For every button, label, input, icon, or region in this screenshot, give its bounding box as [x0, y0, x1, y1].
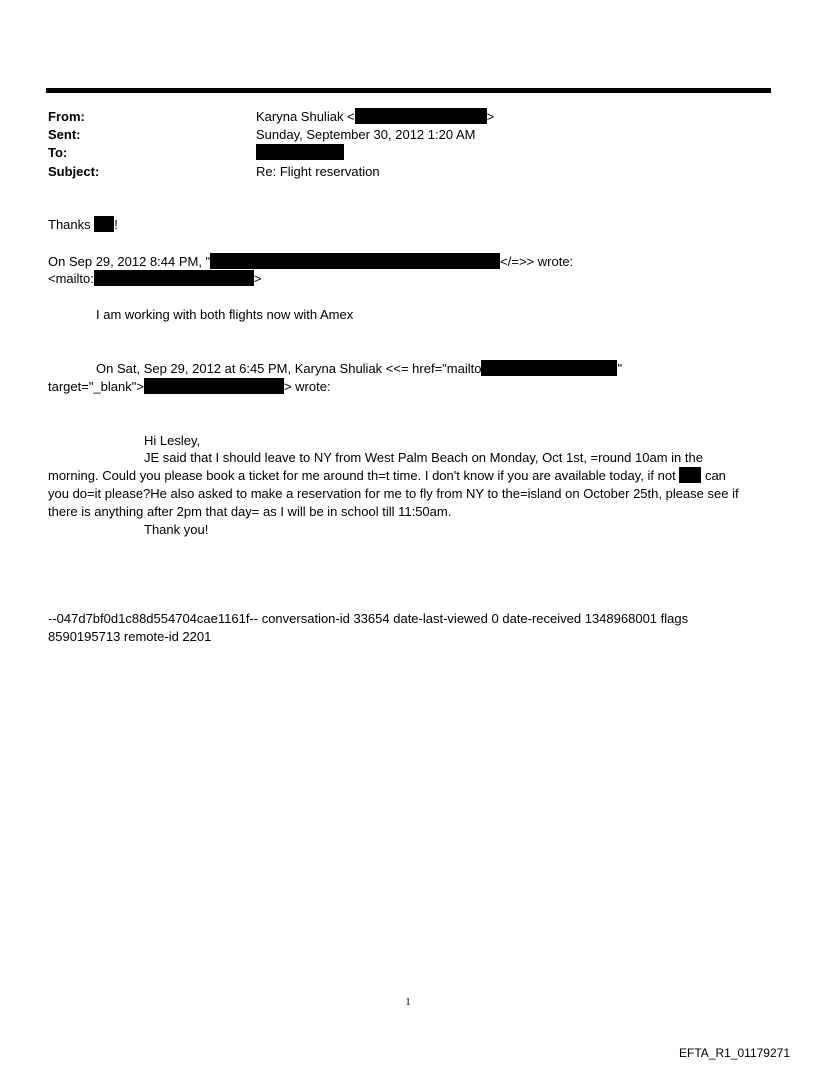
sent-label: Sent:: [48, 127, 81, 142]
from-bracket: >: [486, 109, 495, 124]
reply1-line: [48, 253, 573, 271]
reply2-line: [96, 360, 622, 378]
subject-value: Re: Flight reservation: [256, 164, 380, 179]
footer-meta-line-2: 8590195713 remote-id 2201: [48, 629, 212, 644]
redaction-box: [94, 216, 114, 232]
subject-label: Subject:: [48, 164, 100, 179]
thanks-exclaim: !: [114, 217, 118, 232]
redaction-box: [679, 467, 701, 483]
message-line-2-end: can: [704, 468, 726, 483]
redaction-box: [481, 360, 617, 376]
reply2-wrote: > wrote:: [283, 379, 331, 394]
working-line: I am working with both flights now with Amex: [96, 307, 354, 322]
reply2-quote: ": [617, 361, 623, 376]
redaction-box: [210, 253, 500, 269]
reply1-wrote: </=>> wrote:: [500, 254, 574, 269]
to-label: To:: [48, 145, 68, 160]
thank-you-line: Thank you!: [144, 522, 209, 537]
redaction-box: [256, 144, 344, 160]
sent-value: Sunday, September 30, 2012 1:20 AM: [256, 127, 476, 142]
page-number: 1: [405, 996, 411, 1008]
message-line-3: you do=it please?He also asked to make a reservation for me to fly from NY to the=island on October 25th, please see if: [48, 486, 739, 501]
reply1-text: On Sep 29, 2012 8:44 PM, ": [48, 254, 211, 269]
footer-meta-line-1: --047d7bf0d1c88d554704cae1161f-- conversation-id 33654 date-last-viewed 0 date-received 1348968001 flags: [48, 611, 689, 626]
message-line-2-text: morning. Could you please book a ticket for me around th=t time. I don't know if you are available today, if not: [48, 468, 676, 483]
mailto-text: <mailto:: [48, 271, 94, 286]
message-line-1: JE said that I should leave to NY from West Palm Beach on Monday, Oct 1st, =round 10am in the: [144, 450, 703, 465]
redaction-box: [94, 270, 254, 286]
from-value: [256, 108, 494, 126]
header-rule: [46, 88, 771, 93]
from-label: From:: [48, 109, 85, 124]
from-name: Karyna Shuliak <: [256, 109, 355, 124]
mailto-bracket: >: [253, 271, 262, 286]
thanks-line: [48, 216, 118, 234]
redaction-box: [355, 108, 487, 124]
to-value: [256, 144, 344, 162]
bates-number: EFTA_R1_01179271: [679, 1046, 790, 1060]
thanks-text: Thanks: [48, 217, 91, 232]
message-line-2: [48, 467, 726, 485]
redaction-box: [144, 378, 284, 394]
reply2-text: On Sat, Sep 29, 2012 at 6:45 PM, Karyna Shuliak <<= href="mailto: [96, 361, 482, 376]
reply2-target: target="_blank">: [48, 379, 144, 394]
message-line-4: there is anything after 2pm that day= as I will be in school till 11:50am.: [48, 504, 452, 519]
mailto-line: [48, 270, 261, 288]
greeting-line: Hi Lesley,: [144, 433, 201, 448]
reply2-target-line: [48, 378, 331, 396]
